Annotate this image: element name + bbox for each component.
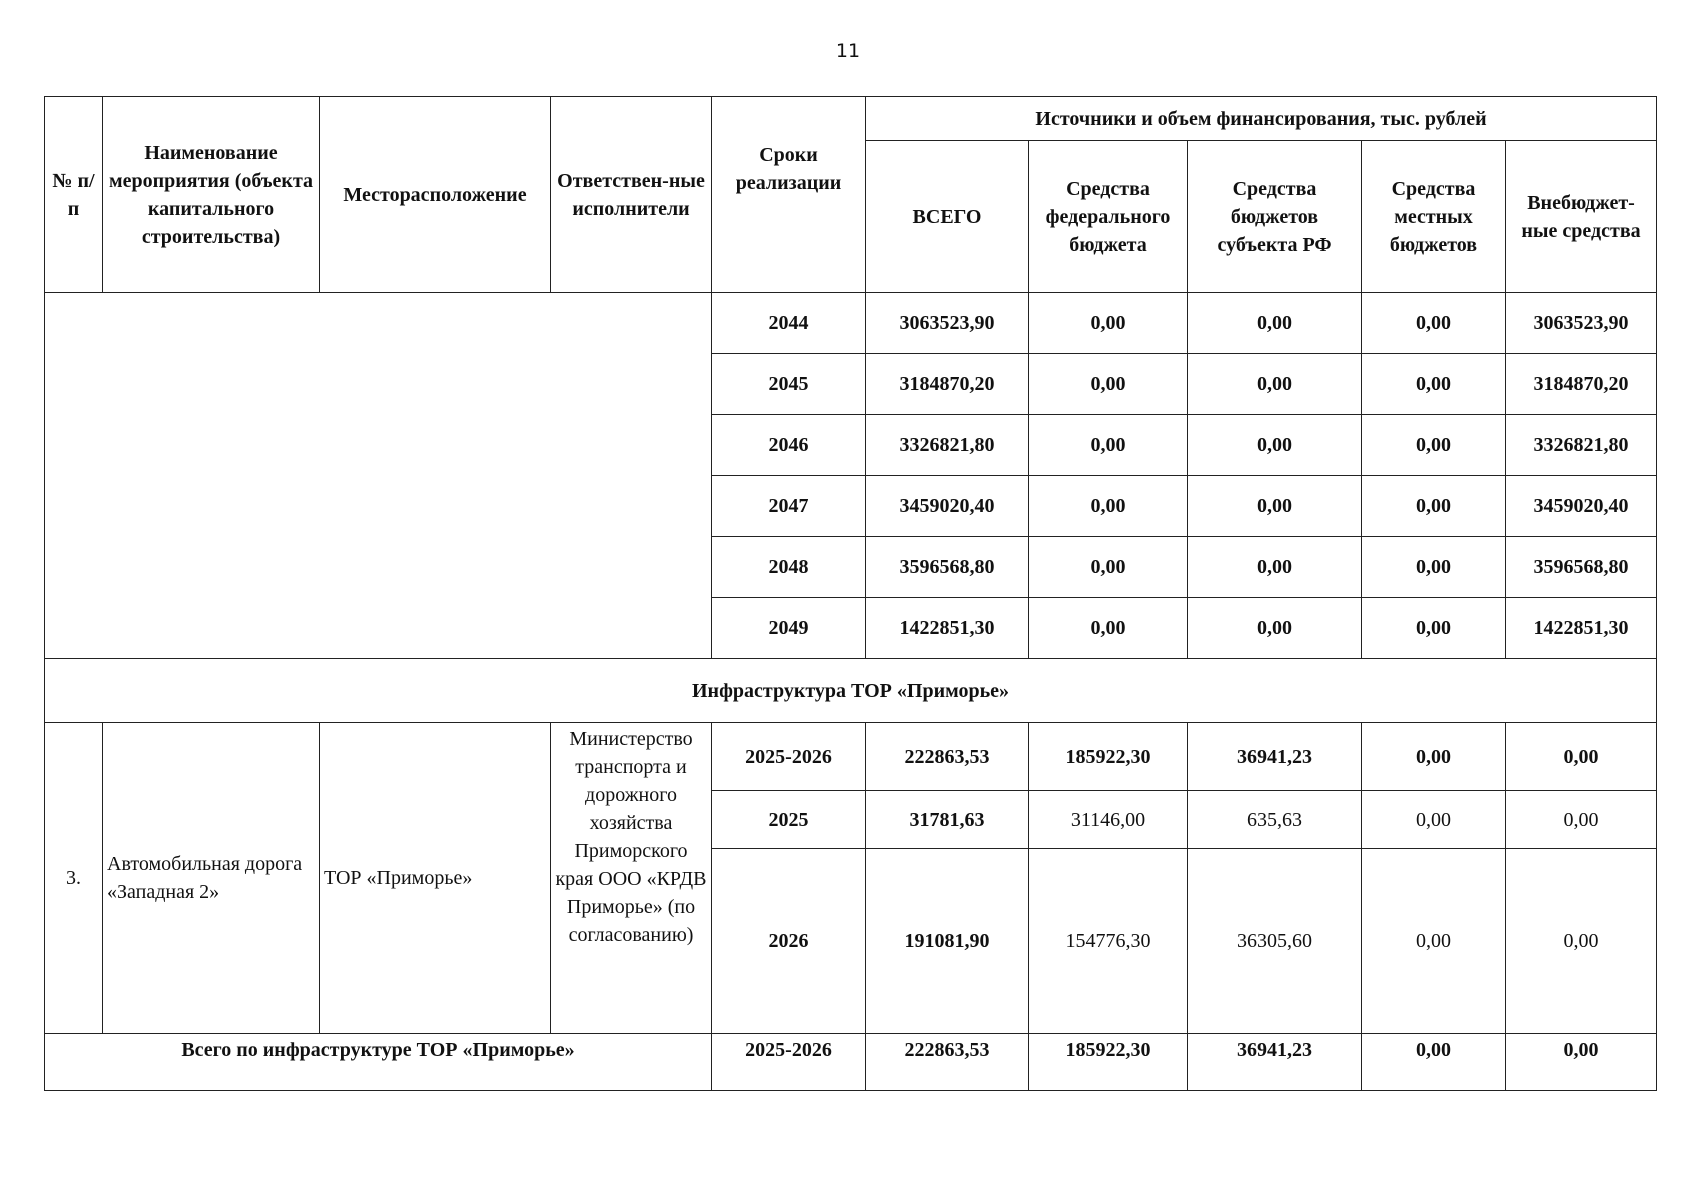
item-num: 3. (45, 723, 103, 1034)
header-name: Наименование мероприятия (объекта капитального строительства) (103, 97, 320, 293)
local-cell: 0,00 (1362, 849, 1506, 1034)
federal-cell: 0,00 (1029, 293, 1188, 354)
total-cell: 3596568,80 (866, 537, 1029, 598)
header-responsible: Ответствен-ные исполнители (551, 97, 712, 293)
federal-cell: 0,00 (1029, 354, 1188, 415)
year-cell: 2046 (712, 415, 866, 476)
regional-cell: 0,00 (1188, 476, 1362, 537)
extra-cell: 3184870,20 (1506, 354, 1657, 415)
total-cell: 3063523,90 (866, 293, 1029, 354)
local-cell: 0,00 (1362, 476, 1506, 537)
header-regional: Средства бюджетов субъекта РФ (1188, 141, 1362, 293)
local-cell: 0,00 (1362, 1034, 1506, 1091)
total-cell: 3459020,40 (866, 476, 1029, 537)
extra-cell: 0,00 (1506, 849, 1657, 1034)
header-financing-group: Источники и объем финансирования, тыс. рублей (866, 97, 1657, 141)
federal-cell: 0,00 (1029, 476, 1188, 537)
item-location: ТОР «Приморье» (320, 723, 551, 1034)
header-location: Месторасположение (320, 97, 551, 293)
regional-cell: 0,00 (1188, 598, 1362, 659)
year-cell: 2049 (712, 598, 866, 659)
item-responsible: Министерство транспорта и дорожного хозяйства Приморского края ООО «КРДВ Приморье» (по согласованию) (551, 723, 712, 1034)
federal-cell: 0,00 (1029, 415, 1188, 476)
header-num: № п/п (45, 97, 103, 293)
year-cell: 2025 (712, 791, 866, 849)
total-cell: 191081,90 (866, 849, 1029, 1034)
financing-table (44, 96, 1657, 1091)
local-cell: 0,00 (1362, 791, 1506, 849)
year-cell: 2026 (712, 849, 866, 1034)
total-cell: 222863,53 (866, 723, 1029, 791)
total-cell: 1422851,30 (866, 598, 1029, 659)
section-row (45, 659, 1657, 723)
total-cell: 3326821,80 (866, 415, 1029, 476)
table-row (45, 723, 1657, 791)
year-cell: 2025-2026 (712, 1034, 866, 1091)
year-cell: 2025-2026 (712, 723, 866, 791)
regional-cell: 0,00 (1188, 537, 1362, 598)
extra-cell: 1422851,30 (1506, 598, 1657, 659)
page-number: 11 (835, 40, 861, 62)
federal-cell: 0,00 (1029, 598, 1188, 659)
header-federal: Средства федерального бюджета (1029, 141, 1188, 293)
summary-label: Всего по инфраструктуре ТОР «Приморье» (45, 1034, 712, 1091)
local-cell: 0,00 (1362, 723, 1506, 791)
extra-cell: 3326821,80 (1506, 415, 1657, 476)
year-cell: 2047 (712, 476, 866, 537)
regional-cell: 36941,23 (1188, 1034, 1362, 1091)
year-cell: 2048 (712, 537, 866, 598)
extra-cell: 3459020,40 (1506, 476, 1657, 537)
extra-cell: 3063523,90 (1506, 293, 1657, 354)
federal-cell: 185922,30 (1029, 1034, 1188, 1091)
federal-cell: 154776,30 (1029, 849, 1188, 1034)
local-cell: 0,00 (1362, 354, 1506, 415)
regional-cell: 36941,23 (1188, 723, 1362, 791)
federal-cell: 0,00 (1029, 537, 1188, 598)
item-name: Автомобильная дорога «Западная 2» (103, 723, 320, 1034)
local-cell: 0,00 (1362, 293, 1506, 354)
local-cell: 0,00 (1362, 415, 1506, 476)
regional-cell: 635,63 (1188, 791, 1362, 849)
regional-cell: 0,00 (1188, 415, 1362, 476)
year-cell: 2045 (712, 354, 866, 415)
section-title: Инфраструктура ТОР «Приморье» (45, 659, 1657, 723)
extra-cell: 3596568,80 (1506, 537, 1657, 598)
local-cell: 0,00 (1362, 537, 1506, 598)
regional-cell: 0,00 (1188, 293, 1362, 354)
regional-cell: 0,00 (1188, 354, 1362, 415)
summary-row (45, 1034, 1657, 1091)
extra-cell: 0,00 (1506, 1034, 1657, 1091)
header-total: ВСЕГО (866, 141, 1029, 293)
continued-blank-cell (45, 293, 712, 659)
federal-cell: 185922,30 (1029, 723, 1188, 791)
federal-cell: 31146,00 (1029, 791, 1188, 849)
header-terms: Сроки реализации (712, 97, 866, 293)
header-extrabudget: Внебюджет-ные средства (1506, 141, 1657, 293)
total-cell: 222863,53 (866, 1034, 1029, 1091)
year-cell: 2044 (712, 293, 866, 354)
total-cell: 31781,63 (866, 791, 1029, 849)
extra-cell: 0,00 (1506, 723, 1657, 791)
table-row (45, 293, 1657, 354)
local-cell: 0,00 (1362, 598, 1506, 659)
regional-cell: 36305,60 (1188, 849, 1362, 1034)
extra-cell: 0,00 (1506, 791, 1657, 849)
total-cell: 3184870,20 (866, 354, 1029, 415)
header-local: Средства местных бюджетов (1362, 141, 1506, 293)
